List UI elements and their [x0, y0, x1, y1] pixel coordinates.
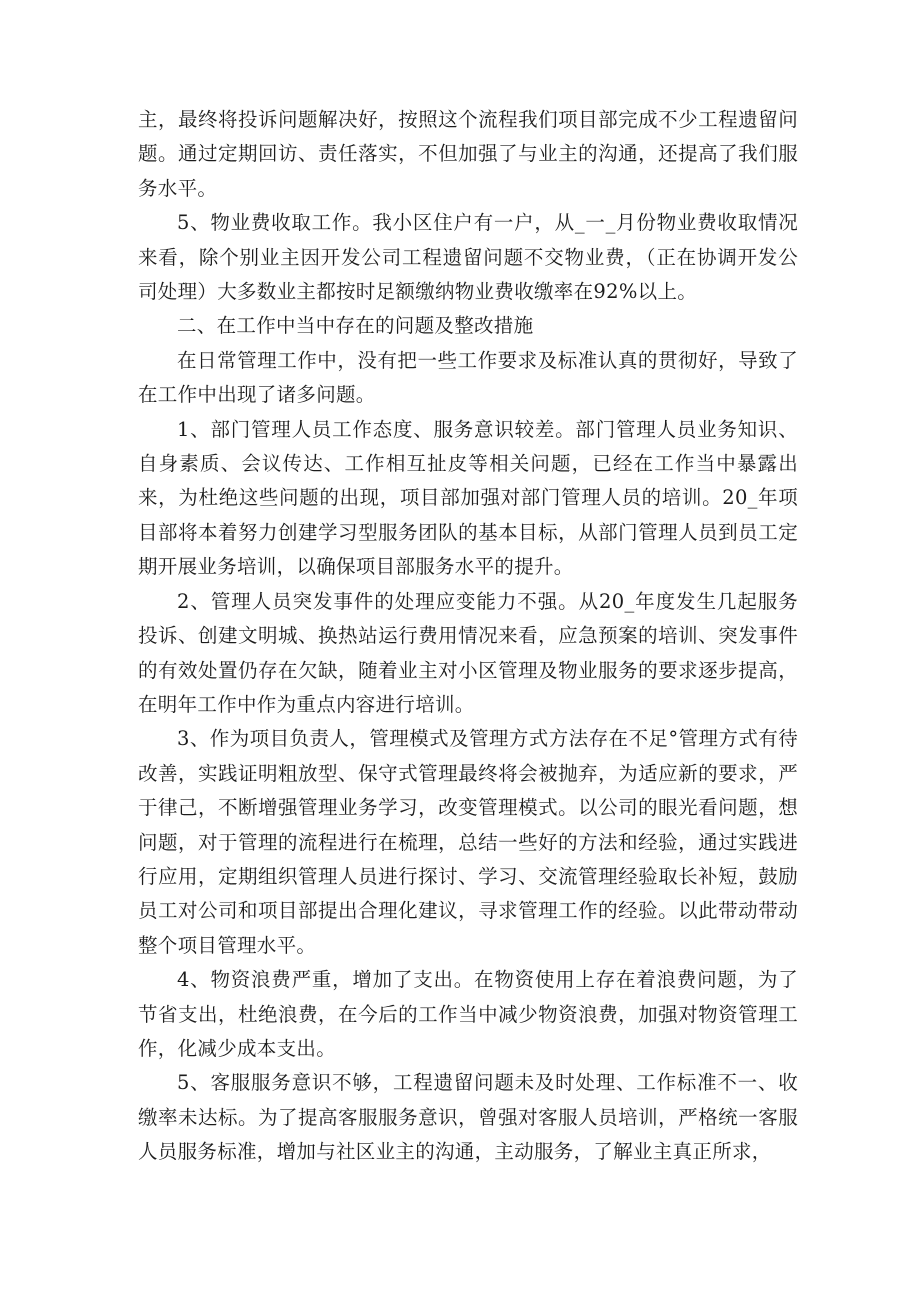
paragraph-intro-problems: 在日常管理工作中，没有把一些工作要求及标准认真的贯彻好，导致了在工作中出现了诸多问题。 — [138, 348, 798, 407]
paragraph-continuation: 主，最终将投诉问题解决好，按照这个流程我们项目部完成不少工程遗留问题。通过定期回访、责任落实，不但加强了与业主的沟通，还提高了我们服务水平。 — [138, 108, 798, 200]
document-body — [138, 103, 798, 1170]
section-heading-problems: 二、在工作中当中存在的问题及整改措施 — [177, 314, 534, 338]
paragraph-item-3: 3、作为项目负责人，管理模式及管理方式方法存在不足°管理方式有待改善，实践证明粗放型、保守式管理最终将会被抛弃，为适应新的要求，严于律己，不断增强管理业务学习，改变管理模式。以公司的眼光看问题，想问题，对于管理的流程进行在梳理，总结一些好的方法和经验，通过实践进行应用，定期组织管理人员进行探讨、学习、交流管理经验取长补短，鼓励员工对公司和项目部提出合理化建议，寻求管理工作的经验。以此带动带动整个项目管理水平。 — [138, 727, 798, 957]
paragraph-item-4: 4、物资浪费严重，增加了支出。在物资使用上存在着浪费问题，为了节省支出，杜绝浪费，在今后的工作当中减少物资浪费，加强对物资管理工作，化减少成本支出。 — [138, 968, 798, 1060]
paragraph-item-1: 1、部门管理人员工作态度、服务意识较差。部门管理人员业务知识、自身素质、会议传达、工作相互扯皮等相关问题，已经在工作当中暴露出来，为杜绝这些问题的出现，项目部加强对部门管理人员的培训。20_年项目部将本着努力创建学习型服务团队的基本目标，从部门管理人员到员工定期开展业务培训，以确保项目部服务水平的提升。 — [138, 417, 798, 579]
paragraph-item-5: 5、客服服务意识不够，工程遗留问题未及时处理、工作标准不一、收缴率未达标。为了提高客服服务意识，曾强对客服人员培训，严格统一客服人员服务标准，增加与社区业主的沟通，主动服务，了解业主真正所求， — [138, 1071, 798, 1164]
paragraph-fee-collection: 5、物业费收取工作。我小区住户有一户，从_一_月份物业费收取情况来看，除个别业主因开发公司工程遗留问题不交物业费，（正在协调开发公司处理）大多数业主都按时足额缴纳物业费收缴率在92%以上。 — [138, 211, 798, 304]
paragraph-item-2: 2、管理人员突发事件的处理应变能力不强。从20_年度发生几起服务投诉、创建文明城、换热站运行费用情况来看，应急预案的培训、突发事件的有效处置仍存在欠缺，随着业主对小区管理及物业服务的要求逐步提高，在明年工作中作为重点内容进行培训。 — [138, 589, 798, 716]
